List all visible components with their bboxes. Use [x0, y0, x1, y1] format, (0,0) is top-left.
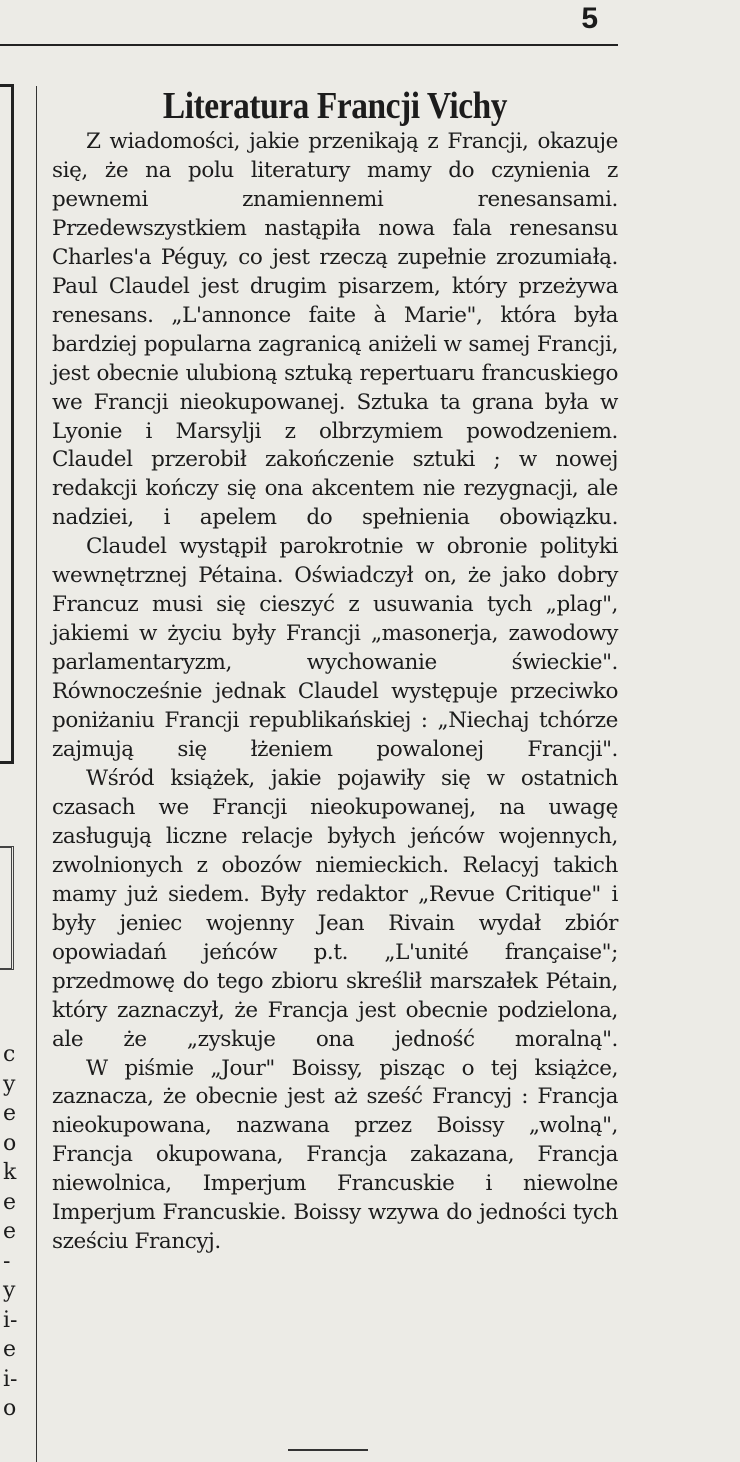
- fragment: i-: [3, 1307, 18, 1333]
- page-number: 5: [581, 2, 598, 35]
- adjacent-column-box: [0, 84, 14, 764]
- fragment: y: [3, 1071, 16, 1097]
- fragment: i-: [3, 1366, 18, 1392]
- header-rule: [0, 44, 618, 46]
- fragment: e: [3, 1337, 17, 1362]
- fragment: e: [3, 1219, 17, 1244]
- adjacent-column-ornament: [0, 846, 14, 970]
- column-divider: [36, 86, 37, 1462]
- fragment: y: [3, 1278, 16, 1303]
- article-paragraph: W piśmie „Jour" Boissy, pisząc o tej książce, zaznacza, że obecnie jest aż sześć Francyj : Francja nieokupowana, nazwana przez Boissy „wolną", Francja okupowana, Francja zakazana, Francja niewolnica, Imperjum Francuskie i niewolne Imperjum Francuskie. Boissy wzywa do jedności tych sześciu Francyj.: [52, 1055, 618, 1255]
- fragment: e: [3, 1101, 17, 1126]
- fragment: k: [3, 1160, 17, 1185]
- fragment: c: [3, 1042, 16, 1067]
- adjacent-column-text: [3, 1040, 23, 1424]
- footer-rule: [288, 1449, 368, 1451]
- article: [52, 84, 618, 1257]
- article-title: Literatura Francji Vichy: [162, 85, 508, 127]
- fragment: e: [3, 1189, 17, 1215]
- fragment: -: [3, 1248, 11, 1274]
- article-paragraph: Z wiadomości, jakie przenikają z Francji, okazuje się, że na polu literatury mamy do czynienia z pewnemi znamiennemi renesansami. Przedewszystkiem nastąpiła nowa fala renesansu Charles'a Péguy, co jest rzeczą zupełnie zrozumiałą. Paul Claudel jest drugim pisarzem, który przeżywa renesans. „L'annonce faite à Marie", która była bardziej popularna zagranicą aniżeli w samej Francji, jest obecnie ulubioną sztuką repertuaru francuskiego we Francji nieokupowanej. Sztuka ta grana była w Lyonie i Marsylji z olbrzymiem powodzeniem. Claudel przerobił zakończenie sztuki ; w nowej redakcji kończy się ona akcentem nie rezygnacji, ale nadziei, i apelem do spełnienia obowiązku.: [52, 129, 618, 531]
- fragment: o: [3, 1396, 17, 1421]
- article-paragraph: Wśród książek, jakie pojawiły się w ostatnich czasach we Francji nieokupowanej, na uwagę zasługują liczne relacje byłych jeńców wojennych, zwolnionych z obozów niemieckich. Relacyj takich mamy już siedem. Były redaktor „Revue Critique" i były jeniec wojenny Jean Rivain wydał zbiór opowiadań jeńców p.t. „L'unité française"; przedmowę do tego zbioru skreślił marszałek Pétain, który zaznaczył, że Francja jest obecnie podzielona, ale że „zyskuje ona jedność moralną".: [52, 765, 618, 1052]
- fragment: o: [3, 1130, 17, 1156]
- article-paragraph: Claudel wystąpił parokrotnie w obronie polityki wewnętrznej Pétaina. Oświadczył on, że jako dobry Francuz musi się cieszyć z usuwania tych „plag", jakiemi w życiu były Francji „masonerja, zawodowy parlamentaryzm, wychowanie świeckie". Równocześnie jednak Claudel występuje przeciwko poniżaniu Francji republikańskiej : „Niechaj tchórze zajmują się łżeniem powalonej Francji".: [52, 534, 618, 763]
